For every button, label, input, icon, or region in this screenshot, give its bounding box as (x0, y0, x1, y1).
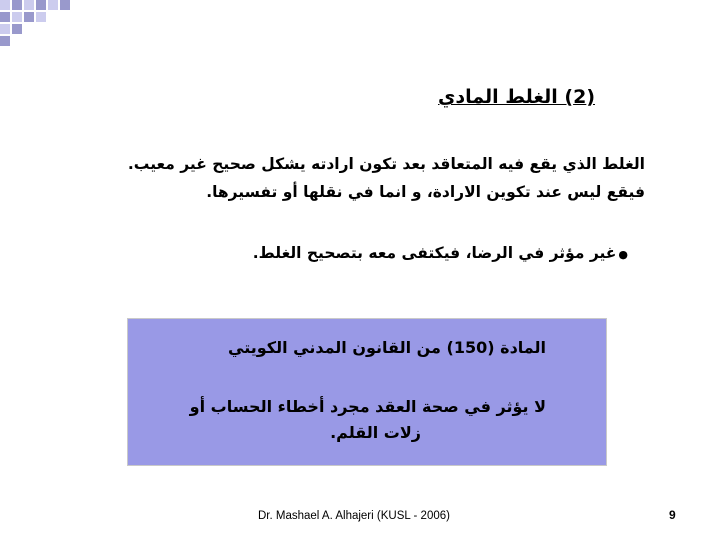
page-number: 9 (669, 508, 676, 522)
bullet-item (253, 244, 628, 262)
corner-decoration (0, 0, 90, 50)
bullet-dot-icon: ● (618, 248, 628, 261)
bullet-text: غير مؤثر في الرضا، فيكتفى معه بتصحيح الغلط. (252, 244, 617, 262)
paragraph-line-2: فيقع ليس عند تكوين الارادة، و انما في نقلها أو تفسيرها. (206, 183, 645, 201)
footer-author: Dr. Mashael A. Alhajeri (KUSL - 2006) (258, 510, 450, 522)
article-heading: المادة (150) من القانون المدني الكويتي (228, 338, 546, 357)
slide-title: (2) الغلط المادي (438, 86, 595, 108)
paragraph-line-1: الغلط الذي يقع فيه المتعاقد بعد تكون ارادته يشكل صحيح غير معيب. (127, 155, 645, 173)
article-text-line-1: لا يؤثر في صحة العقد مجرد أخطاء الحساب أو (189, 397, 546, 416)
article-text-line-2: زلات القلم. (330, 423, 421, 442)
article-quote-box (127, 318, 607, 466)
paragraph (85, 150, 645, 206)
